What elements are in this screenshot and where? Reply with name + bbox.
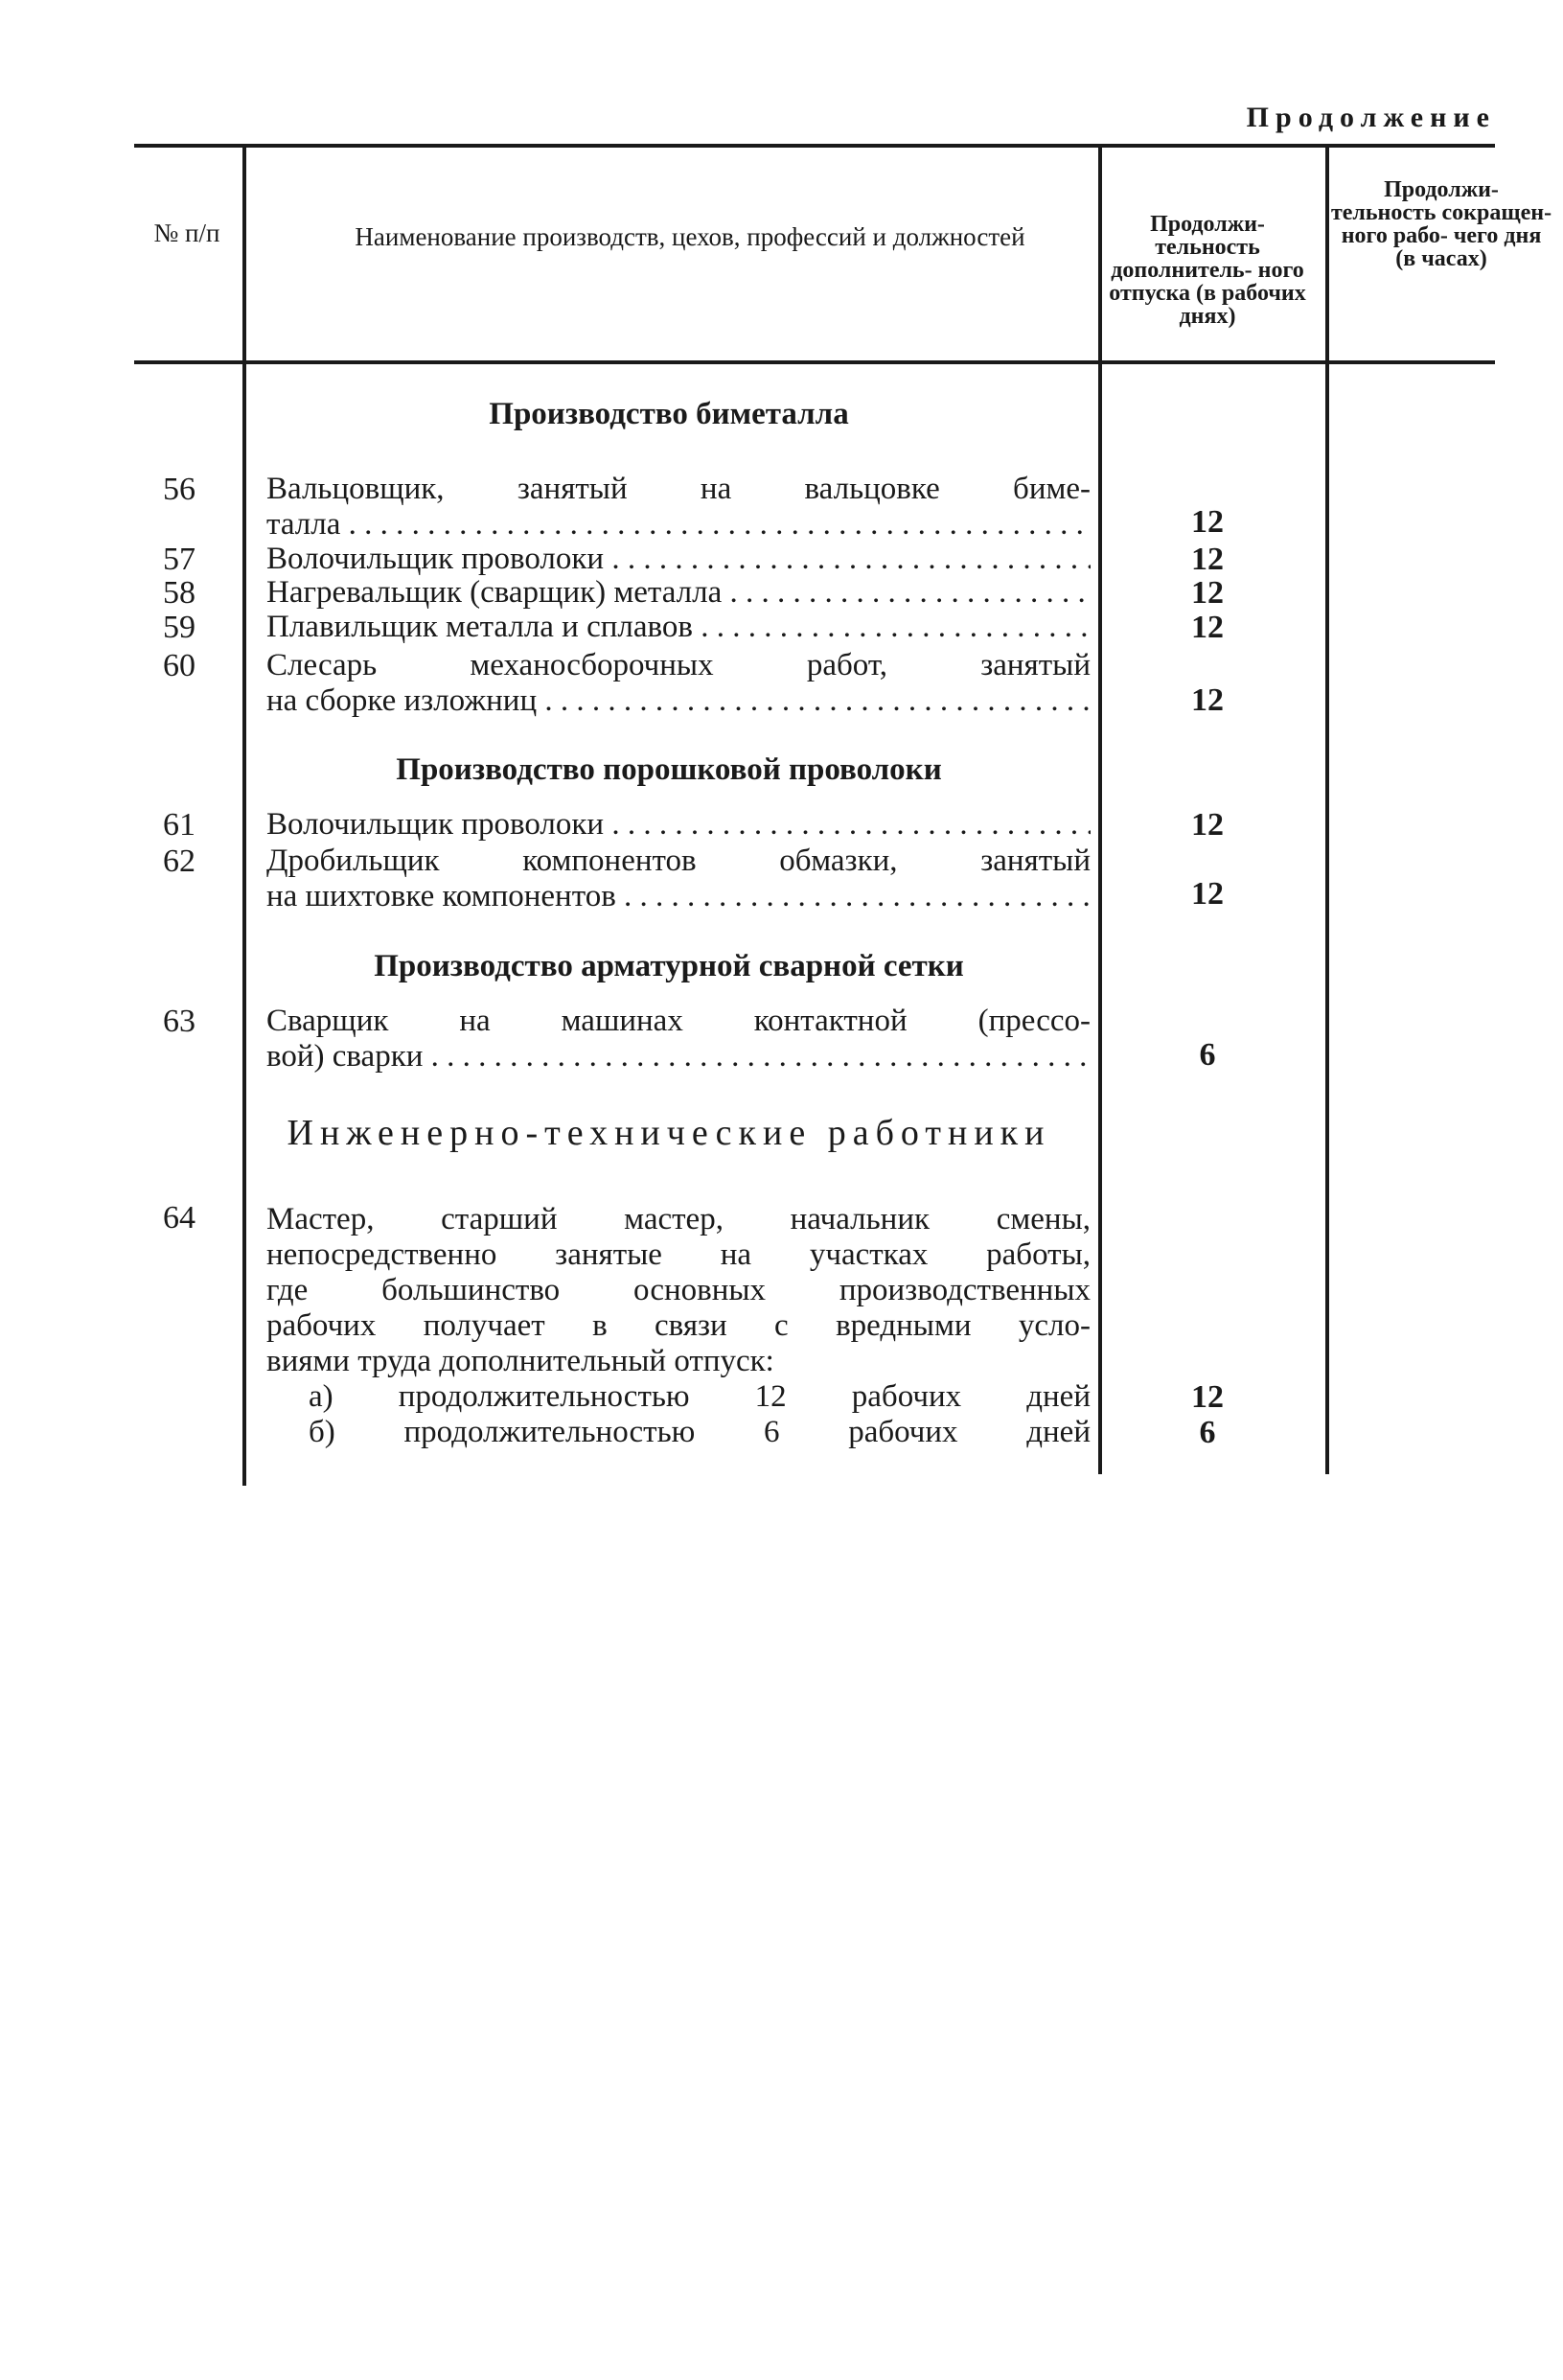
row-line: где большинство основных производственных [266, 1273, 1091, 1307]
row-text [266, 472, 1091, 543]
row-leave-days: 12 [1191, 504, 1224, 540]
row-line: Дробильщик компонентов обмазки, занятый [266, 843, 1091, 878]
row-text [266, 575, 1091, 611]
row-line: Слесарь механосборочных работ, занятый [266, 648, 1091, 682]
row-number: 57 [163, 542, 195, 577]
row-leave-days-a: 12 [1191, 1379, 1224, 1415]
row-line: рабочих получает в связи с вредными усло- [266, 1308, 1091, 1343]
row-number: 62 [163, 843, 195, 879]
row-line: Вальцовщик, занятый на вальцовке биме- [266, 472, 1091, 506]
section-title: Производство порошковой проволоки [396, 752, 942, 787]
header-bottom-rule [134, 360, 1495, 364]
row-leave-days: 12 [1191, 575, 1224, 611]
row-text [266, 1202, 1091, 1450]
row-line: непосредственно занятые на участках работы, [266, 1237, 1091, 1272]
row-text [266, 542, 1091, 577]
header-short-day: Продолжи- тельность сокращен- ного рабо- чего дня (в часах) [1330, 177, 1552, 271]
row-line: Нагревальщик (сварщик) металла . . . [266, 575, 1091, 611]
row-number: 64 [163, 1200, 195, 1236]
row-leave-days-b: 6 [1199, 1415, 1216, 1450]
column-divider-3 [1325, 146, 1329, 1474]
row-line: Волочильщик проволоки . . . [266, 807, 1091, 843]
section-title: Инженерно-технические работники [287, 1113, 1051, 1153]
row-text [266, 1004, 1091, 1074]
row-text [266, 648, 1091, 719]
row-leave-days: 12 [1191, 542, 1224, 577]
row-line: Волочильщик проволоки . . . [266, 542, 1091, 577]
row-line: талла . . . [266, 507, 1091, 543]
header-extra-leave: Продолжи- тельность дополнитель- ного отпуска (в рабочих днях) [1109, 212, 1306, 329]
row-line: на шихтовке компонентов . . . [266, 879, 1091, 914]
row-line: б) продолжительностью 6 рабочих дней [309, 1415, 1091, 1449]
row-number: 59 [163, 610, 195, 645]
continuation-label: Продолжение [1246, 102, 1496, 133]
section-title: Производство биметалла [489, 397, 849, 431]
row-line: Плавильщик металла и сплавов . . . [266, 610, 1091, 645]
row-line: Сварщик на машинах контактной (прессо- [266, 1004, 1091, 1038]
header-number: № п/п [153, 219, 220, 247]
row-line: а) продолжительностью 12 рабочих дней [309, 1379, 1091, 1414]
row-leave-days: 12 [1191, 610, 1224, 645]
row-text [266, 807, 1091, 843]
row-text [266, 610, 1091, 645]
row-text [266, 843, 1091, 914]
column-divider-1 [242, 146, 246, 1486]
section-title: Производство арматурной сварной сетки [374, 949, 964, 983]
row-leave-days: 12 [1191, 682, 1224, 718]
row-line: виями труда дополнительный отпуск: [266, 1344, 774, 1378]
row-number: 56 [163, 472, 195, 507]
table-top-rule [134, 144, 1495, 148]
row-line: Мастер, старший мастер, начальник смены, [266, 1202, 1091, 1236]
row-leave-days: 12 [1191, 876, 1224, 912]
row-line: вой) сварки . . . [266, 1039, 1091, 1074]
row-line: на сборке изложниц . . . [266, 683, 1091, 719]
row-number: 58 [163, 575, 195, 611]
row-number: 60 [163, 648, 195, 683]
row-leave-days: 6 [1199, 1037, 1216, 1073]
header-name: Наименование производств, цехов, профессий и должностей [355, 222, 1025, 251]
row-number: 61 [163, 807, 195, 843]
row-leave-days: 12 [1191, 807, 1224, 843]
row-number: 63 [163, 1004, 195, 1039]
